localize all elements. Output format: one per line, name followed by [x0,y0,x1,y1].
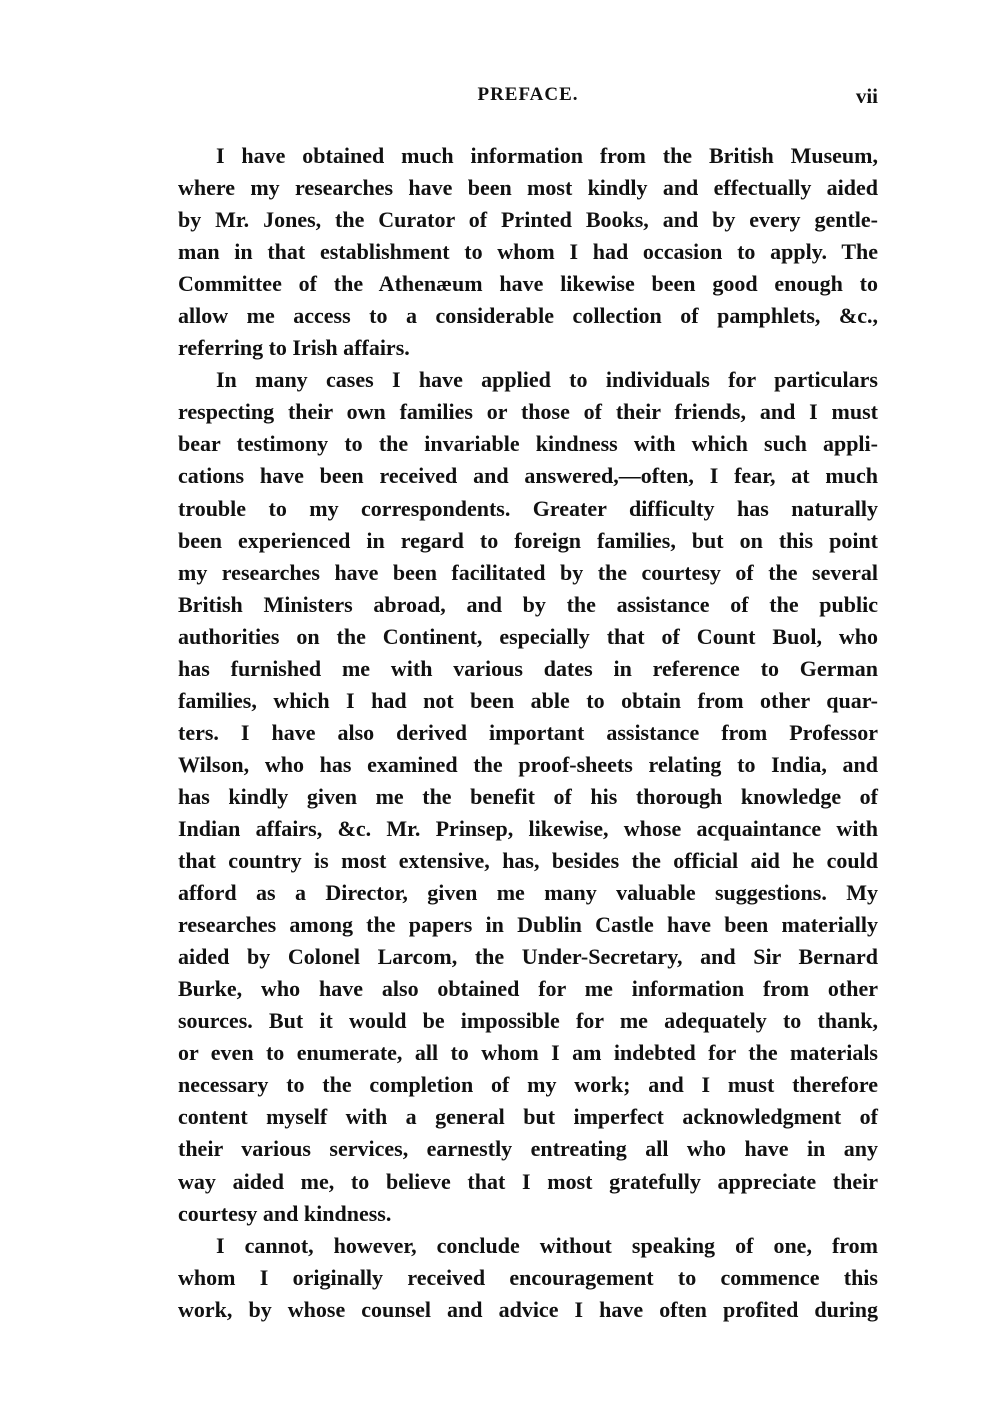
text-line: way aided me, to believe that I most gratefully appreciate their [178,1168,878,1194]
text-line: I have obtained much information from the British Museum, [216,143,878,168]
text-line: authorities on the Continent, especially that of Count Buol, who [178,623,878,649]
text-line: necessary to the completion of my work; and I must therefore [178,1072,878,1098]
text-line: been experienced in regard to foreign families, but on this point [178,527,878,553]
text-line: I cannot, however, conclude without speaking of one, from [216,1232,878,1258]
text-line: respecting their own families or those of their friends, and I must [178,399,878,425]
text-line: content myself with a general but imperfect acknowledgment of [178,1104,878,1130]
text-line: has furnished me with various dates in reference to German [178,655,878,681]
text-line: In many cases I have applied to individuals for particulars [216,367,878,393]
text-line: courtesy and kindness. [178,1200,392,1226]
text-line: where my researches have been most kindly and effectually aided [178,175,878,201]
text-line: afford as a Director, given me many valuable suggestions. My [178,880,878,906]
text-line: bear testimony to the invariable kindness with which such appli- [178,431,878,457]
text-line: aided by Colonel Larcom, the Under-Secretary, and Sir Bernard [178,944,878,970]
paragraph [178,1230,878,1326]
text-line: has kindly given me the benefit of his thorough knowledge of [178,783,878,809]
page-body [178,140,878,1326]
text-line: or even to enumerate, all to whom I am indebted for the materials [178,1040,878,1066]
text-line: Burke, who have also obtained for me information from other [178,976,878,1002]
text-line: ters. I have also derived important assistance from Professor [178,719,878,745]
text-line: by Mr. Jones, the Curator of Printed Books, and by every gentle- [178,207,878,233]
text-line: their various services, earnestly entreating all who have in any [178,1136,878,1162]
text-line: British Ministers abroad, and by the assistance of the public [178,591,878,617]
text-line: families, which I had not been able to obtain from other quar- [178,687,878,713]
running-header [178,84,878,116]
text-line: Committee of the Athenæum have likewise been good enough to [178,271,878,297]
text-line: cations have been received and answered,—often, I fear, at much [178,463,878,489]
text-line: researches among the papers in Dublin Castle have been materially [178,912,878,938]
text-line: trouble to my correspondents. Greater difficulty has naturally [178,495,878,521]
page-number: vii [855,84,878,108]
text-line: referring to Irish affairs. [178,335,410,361]
paragraph [178,140,878,364]
text-line: work, by whose counsel and advice I have often profited during [178,1296,878,1322]
text-line: whom I originally received encouragement to commence this [178,1264,878,1290]
paragraph [178,364,878,1229]
text-line: man in that establishment to whom I had occasion to apply. The [178,239,878,265]
text-line: Indian affairs, &c. Mr. Prinsep, likewise, whose acquaintance with [178,815,878,841]
section-title: PREFACE. [477,84,579,105]
text-line: my researches have been facilitated by the courtesy of the several [178,559,878,585]
text-line: that country is most extensive, has, besides the official aid he could [178,848,878,874]
text-line: Wilson, who has examined the proof-sheets relating to India, and [178,751,878,777]
text-line: sources. But it would be impossible for me adequately to thank, [178,1008,878,1034]
text-line: allow me access to a considerable collection of pamphlets, &c., [178,303,878,329]
